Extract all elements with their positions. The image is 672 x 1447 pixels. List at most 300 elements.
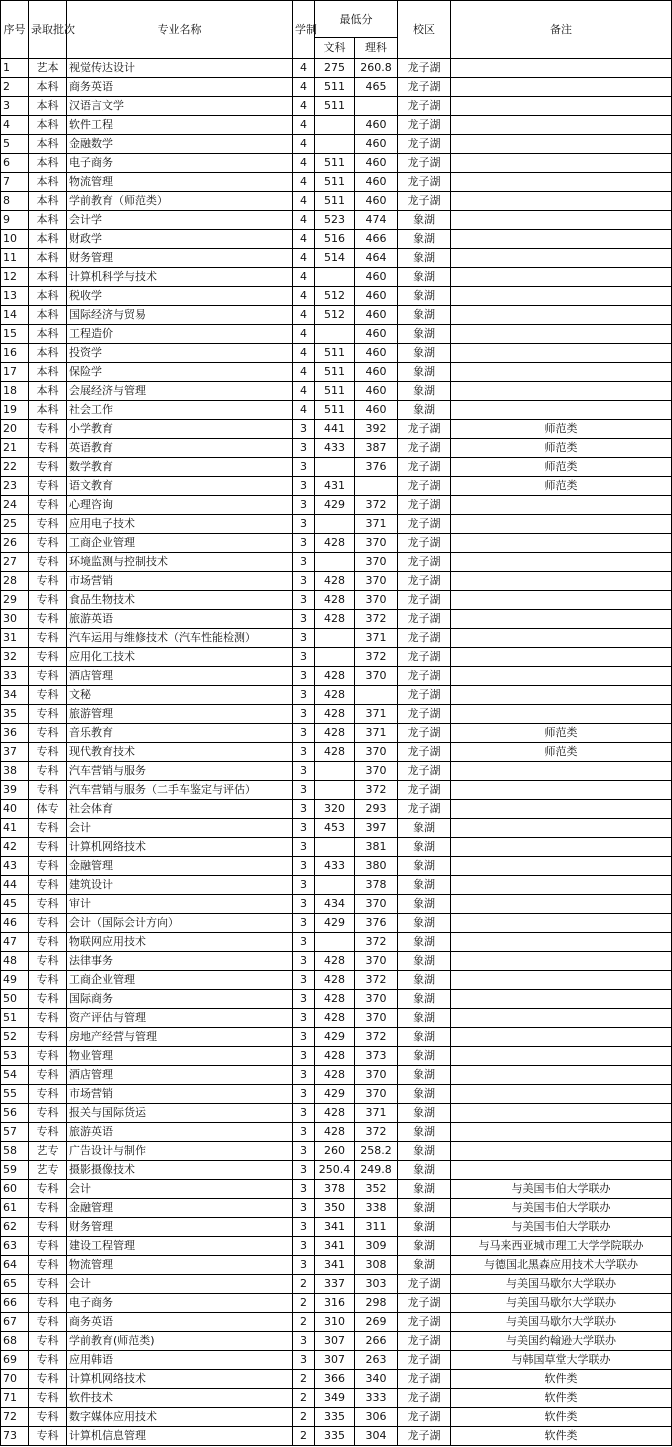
batch-cell: 专科 [29, 857, 67, 876]
table-row [1, 705, 672, 724]
science-score-cell: 372 [355, 648, 398, 667]
major-cell: 工程造价 [67, 325, 293, 344]
table-row [1, 648, 672, 667]
remark-cell [451, 306, 672, 325]
remark-cell: 与美国马歇尔大学联办 [451, 1275, 672, 1294]
table-row [1, 1256, 672, 1275]
years-cell: 2 [293, 1389, 315, 1408]
science-score-cell: 371 [355, 1104, 398, 1123]
campus-cell: 龙子湖 [398, 59, 451, 78]
table-header [1, 1, 672, 59]
table-row [1, 97, 672, 116]
batch-cell: 专科 [29, 667, 67, 686]
batch-cell: 本科 [29, 135, 67, 154]
campus-cell: 象湖 [398, 1237, 451, 1256]
arts-score-cell: 431 [315, 477, 355, 496]
seq-cell: 31 [1, 629, 29, 648]
table-row [1, 895, 672, 914]
remark-cell [451, 192, 672, 211]
table-row [1, 515, 672, 534]
science-score-cell: 371 [355, 724, 398, 743]
table-row [1, 800, 672, 819]
table-row [1, 971, 672, 990]
table-row [1, 990, 672, 1009]
major-cell: 电子商务 [67, 1294, 293, 1313]
remark-cell: 软件类 [451, 1389, 672, 1408]
seq-cell: 72 [1, 1408, 29, 1427]
campus-cell: 龙子湖 [398, 534, 451, 553]
years-cell: 3 [293, 952, 315, 971]
science-score-cell: 303 [355, 1275, 398, 1294]
campus-cell: 象湖 [398, 990, 451, 1009]
campus-cell: 龙子湖 [398, 515, 451, 534]
years-cell: 3 [293, 990, 315, 1009]
major-cell: 资产评估与管理 [67, 1009, 293, 1028]
header-remark: 备注 [451, 1, 672, 59]
remark-cell [451, 496, 672, 515]
years-cell: 3 [293, 1256, 315, 1275]
campus-cell: 象湖 [398, 306, 451, 325]
years-cell: 4 [293, 211, 315, 230]
remark-cell [451, 382, 672, 401]
years-cell: 3 [293, 591, 315, 610]
arts-score-cell: 429 [315, 496, 355, 515]
arts-score-cell: 378 [315, 1180, 355, 1199]
batch-cell: 专科 [29, 420, 67, 439]
remark-cell: 与美国马歇尔大学联办 [451, 1294, 672, 1313]
batch-cell: 专科 [29, 705, 67, 724]
remark-cell [451, 325, 672, 344]
remark-cell [451, 59, 672, 78]
batch-cell: 专科 [29, 1047, 67, 1066]
arts-score-cell [315, 876, 355, 895]
remark-cell [451, 97, 672, 116]
science-score-cell: 392 [355, 420, 398, 439]
arts-score-cell: 511 [315, 192, 355, 211]
batch-cell: 专科 [29, 1408, 67, 1427]
batch-cell: 本科 [29, 211, 67, 230]
science-score-cell: 460 [355, 382, 398, 401]
table-row [1, 667, 672, 686]
table-row [1, 135, 672, 154]
table-row [1, 1332, 672, 1351]
seq-cell: 37 [1, 743, 29, 762]
years-cell: 3 [293, 667, 315, 686]
remark-cell [451, 1085, 672, 1104]
years-cell: 3 [293, 1104, 315, 1123]
seq-cell: 26 [1, 534, 29, 553]
remark-cell [451, 515, 672, 534]
arts-score-cell: 428 [315, 971, 355, 990]
remark-cell [451, 648, 672, 667]
major-cell: 建筑设计 [67, 876, 293, 895]
major-cell: 心理咨询 [67, 496, 293, 515]
remark-cell: 与德国北黑森应用技术大学联办 [451, 1256, 672, 1275]
table-row [1, 572, 672, 591]
table-row [1, 1066, 672, 1085]
major-cell: 学前教育(师范类) [67, 1332, 293, 1351]
remark-cell [451, 154, 672, 173]
seq-cell: 5 [1, 135, 29, 154]
campus-cell: 象湖 [398, 1066, 451, 1085]
science-score-cell: 338 [355, 1199, 398, 1218]
years-cell: 3 [293, 1009, 315, 1028]
table-row [1, 952, 672, 971]
science-score-cell: 309 [355, 1237, 398, 1256]
batch-cell: 艺专 [29, 1161, 67, 1180]
table-row [1, 230, 672, 249]
science-score-cell: 397 [355, 819, 398, 838]
arts-score-cell: 523 [315, 211, 355, 230]
batch-cell: 专科 [29, 819, 67, 838]
years-cell: 2 [293, 1313, 315, 1332]
arts-score-cell [315, 553, 355, 572]
batch-cell: 专科 [29, 952, 67, 971]
science-score-cell: 460 [355, 173, 398, 192]
campus-cell: 象湖 [398, 895, 451, 914]
batch-cell: 专科 [29, 1180, 67, 1199]
batch-cell: 专科 [29, 610, 67, 629]
seq-cell: 53 [1, 1047, 29, 1066]
table-row [1, 1028, 672, 1047]
seq-cell: 51 [1, 1009, 29, 1028]
campus-cell: 龙子湖 [398, 97, 451, 116]
science-score-cell: 266 [355, 1332, 398, 1351]
arts-score-cell: 512 [315, 287, 355, 306]
table-row [1, 116, 672, 135]
years-cell: 3 [293, 933, 315, 952]
arts-score-cell [315, 116, 355, 135]
science-score-cell: 371 [355, 629, 398, 648]
arts-score-cell: 320 [315, 800, 355, 819]
remark-cell [451, 762, 672, 781]
campus-cell: 龙子湖 [398, 667, 451, 686]
batch-cell: 专科 [29, 1104, 67, 1123]
arts-score-cell: 428 [315, 1066, 355, 1085]
arts-score-cell [315, 762, 355, 781]
remark-cell: 与美国约翰逊大学联办 [451, 1332, 672, 1351]
major-cell: 学前教育（师范类） [67, 192, 293, 211]
table-row [1, 1275, 672, 1294]
table-row [1, 477, 672, 496]
arts-score-cell: 428 [315, 686, 355, 705]
science-score-cell: 370 [355, 743, 398, 762]
arts-score-cell: 428 [315, 952, 355, 971]
campus-cell: 象湖 [398, 1085, 451, 1104]
science-score-cell: 370 [355, 572, 398, 591]
arts-score-cell: 511 [315, 363, 355, 382]
arts-score-cell: 428 [315, 1009, 355, 1028]
arts-score-cell: 428 [315, 534, 355, 553]
batch-cell: 本科 [29, 154, 67, 173]
batch-cell: 本科 [29, 287, 67, 306]
years-cell: 4 [293, 287, 315, 306]
years-cell: 3 [293, 781, 315, 800]
campus-cell: 龙子湖 [398, 1389, 451, 1408]
major-cell: 社会工作 [67, 401, 293, 420]
seq-cell: 54 [1, 1066, 29, 1085]
seq-cell: 66 [1, 1294, 29, 1313]
remark-cell [451, 667, 672, 686]
major-cell: 会展经济与管理 [67, 382, 293, 401]
arts-score-cell [315, 515, 355, 534]
seq-cell: 15 [1, 325, 29, 344]
campus-cell: 龙子湖 [398, 1351, 451, 1370]
table-row [1, 1161, 672, 1180]
table-row [1, 287, 672, 306]
years-cell: 2 [293, 1275, 315, 1294]
major-cell: 物联网应用技术 [67, 933, 293, 952]
table-row [1, 306, 672, 325]
campus-cell: 龙子湖 [398, 610, 451, 629]
seq-cell: 60 [1, 1180, 29, 1199]
years-cell: 2 [293, 1408, 315, 1427]
campus-cell: 象湖 [398, 838, 451, 857]
batch-cell: 专科 [29, 515, 67, 534]
science-score-cell: 460 [355, 306, 398, 325]
campus-cell: 象湖 [398, 1028, 451, 1047]
remark-cell [451, 78, 672, 97]
campus-cell: 龙子湖 [398, 591, 451, 610]
arts-score-cell: 429 [315, 1085, 355, 1104]
major-cell: 房地产经营与管理 [67, 1028, 293, 1047]
arts-score-cell: 512 [315, 306, 355, 325]
years-cell: 4 [293, 230, 315, 249]
arts-score-cell: 428 [315, 724, 355, 743]
arts-score-cell: 307 [315, 1332, 355, 1351]
science-score-cell: 269 [355, 1313, 398, 1332]
header-min-score: 最低分 [315, 1, 398, 38]
seq-cell: 70 [1, 1370, 29, 1389]
remark-cell [451, 990, 672, 1009]
arts-score-cell: 514 [315, 249, 355, 268]
major-cell: 应用韩语 [67, 1351, 293, 1370]
years-cell: 3 [293, 1066, 315, 1085]
remark-cell [451, 819, 672, 838]
seq-cell: 61 [1, 1199, 29, 1218]
remark-cell [451, 1066, 672, 1085]
major-cell: 国际商务 [67, 990, 293, 1009]
batch-cell: 专科 [29, 781, 67, 800]
campus-cell: 象湖 [398, 344, 451, 363]
major-cell: 财政学 [67, 230, 293, 249]
major-cell: 数字媒体应用技术 [67, 1408, 293, 1427]
seq-cell: 33 [1, 667, 29, 686]
seq-cell: 25 [1, 515, 29, 534]
seq-cell: 44 [1, 876, 29, 895]
campus-cell: 龙子湖 [398, 781, 451, 800]
campus-cell: 象湖 [398, 1218, 451, 1237]
years-cell: 3 [293, 1161, 315, 1180]
seq-cell: 3 [1, 97, 29, 116]
table-row [1, 268, 672, 287]
batch-cell: 专科 [29, 477, 67, 496]
arts-score-cell: 433 [315, 857, 355, 876]
seq-cell: 21 [1, 439, 29, 458]
years-cell: 4 [293, 401, 315, 420]
remark-cell [451, 876, 672, 895]
science-score-cell: 372 [355, 496, 398, 515]
seq-cell: 67 [1, 1313, 29, 1332]
remark-cell [451, 1104, 672, 1123]
remark-cell [451, 914, 672, 933]
campus-cell: 龙子湖 [398, 800, 451, 819]
years-cell: 3 [293, 458, 315, 477]
batch-cell: 专科 [29, 572, 67, 591]
seq-cell: 23 [1, 477, 29, 496]
campus-cell: 龙子湖 [398, 762, 451, 781]
years-cell: 3 [293, 686, 315, 705]
batch-cell: 专科 [29, 1218, 67, 1237]
batch-cell: 专科 [29, 914, 67, 933]
major-cell: 物流管理 [67, 1256, 293, 1275]
remark-cell [451, 1161, 672, 1180]
major-cell: 英语教育 [67, 439, 293, 458]
table-row [1, 1123, 672, 1142]
remark-cell [451, 268, 672, 287]
science-score-cell: 460 [355, 268, 398, 287]
batch-cell: 专科 [29, 629, 67, 648]
batch-cell: 专科 [29, 591, 67, 610]
years-cell: 3 [293, 857, 315, 876]
science-score-cell [355, 477, 398, 496]
years-cell: 3 [293, 420, 315, 439]
header-arts: 文科 [315, 38, 355, 59]
arts-score-cell [315, 268, 355, 287]
major-cell: 食品生物技术 [67, 591, 293, 610]
science-score-cell: 372 [355, 1028, 398, 1047]
remark-cell [451, 116, 672, 135]
major-cell: 汽车营销与服务（二手车鉴定与评估） [67, 781, 293, 800]
batch-cell: 专科 [29, 648, 67, 667]
table-row [1, 325, 672, 344]
years-cell: 4 [293, 306, 315, 325]
seq-cell: 58 [1, 1142, 29, 1161]
science-score-cell: 465 [355, 78, 398, 97]
campus-cell: 象湖 [398, 363, 451, 382]
seq-cell: 9 [1, 211, 29, 230]
batch-cell: 专科 [29, 1332, 67, 1351]
table-row [1, 857, 672, 876]
table-row [1, 344, 672, 363]
batch-cell: 专科 [29, 990, 67, 1009]
arts-score-cell: 441 [315, 420, 355, 439]
major-cell: 酒店管理 [67, 1066, 293, 1085]
campus-cell: 龙子湖 [398, 477, 451, 496]
years-cell: 3 [293, 1237, 315, 1256]
science-score-cell: 249.8 [355, 1161, 398, 1180]
arts-score-cell: 511 [315, 344, 355, 363]
campus-cell: 龙子湖 [398, 1427, 451, 1446]
remark-cell: 师范类 [451, 439, 672, 458]
campus-cell: 龙子湖 [398, 1275, 451, 1294]
campus-cell: 象湖 [398, 382, 451, 401]
major-cell: 金融管理 [67, 1199, 293, 1218]
seq-cell: 57 [1, 1123, 29, 1142]
campus-cell: 象湖 [398, 1256, 451, 1275]
science-score-cell: 376 [355, 914, 398, 933]
batch-cell: 专科 [29, 1237, 67, 1256]
years-cell: 3 [293, 1218, 315, 1237]
seq-cell: 38 [1, 762, 29, 781]
science-score-cell: 260.8 [355, 59, 398, 78]
remark-cell [451, 534, 672, 553]
batch-cell: 本科 [29, 363, 67, 382]
campus-cell: 龙子湖 [398, 1294, 451, 1313]
batch-cell: 本科 [29, 306, 67, 325]
remark-cell [451, 211, 672, 230]
remark-cell [451, 135, 672, 154]
science-score-cell: 460 [355, 116, 398, 135]
years-cell: 2 [293, 1427, 315, 1446]
table-row [1, 914, 672, 933]
arts-score-cell: 428 [315, 705, 355, 724]
major-cell: 保险学 [67, 363, 293, 382]
major-cell: 旅游英语 [67, 610, 293, 629]
remark-cell: 与韩国草堂大学联办 [451, 1351, 672, 1370]
seq-cell: 63 [1, 1237, 29, 1256]
science-score-cell: 371 [355, 515, 398, 534]
major-cell: 金融数学 [67, 135, 293, 154]
remark-cell [451, 1047, 672, 1066]
table-row [1, 1199, 672, 1218]
remark-cell [451, 781, 672, 800]
science-score-cell: 460 [355, 363, 398, 382]
remark-cell [451, 857, 672, 876]
batch-cell: 专科 [29, 1351, 67, 1370]
campus-cell: 象湖 [398, 1009, 451, 1028]
campus-cell: 龙子湖 [398, 705, 451, 724]
batch-cell: 本科 [29, 78, 67, 97]
science-score-cell: 371 [355, 705, 398, 724]
arts-score-cell [315, 933, 355, 952]
science-score-cell: 304 [355, 1427, 398, 1446]
seq-cell: 27 [1, 553, 29, 572]
seq-cell: 48 [1, 952, 29, 971]
arts-score-cell [315, 838, 355, 857]
table-row [1, 610, 672, 629]
remark-cell: 师范类 [451, 420, 672, 439]
years-cell: 4 [293, 249, 315, 268]
years-cell: 3 [293, 1047, 315, 1066]
seq-cell: 28 [1, 572, 29, 591]
arts-score-cell: 511 [315, 78, 355, 97]
seq-cell: 73 [1, 1427, 29, 1446]
major-cell: 会计 [67, 1275, 293, 1294]
table-row [1, 743, 672, 762]
campus-cell: 龙子湖 [398, 1370, 451, 1389]
major-cell: 汉语言文学 [67, 97, 293, 116]
seq-cell: 12 [1, 268, 29, 287]
campus-cell: 象湖 [398, 249, 451, 268]
seq-cell: 30 [1, 610, 29, 629]
major-cell: 审计 [67, 895, 293, 914]
seq-cell: 18 [1, 382, 29, 401]
campus-cell: 象湖 [398, 1104, 451, 1123]
years-cell: 3 [293, 1180, 315, 1199]
table-row [1, 173, 672, 192]
major-cell: 工商企业管理 [67, 971, 293, 990]
remark-cell: 与美国韦伯大学联办 [451, 1199, 672, 1218]
campus-cell: 龙子湖 [398, 116, 451, 135]
major-cell: 社会体育 [67, 800, 293, 819]
batch-cell: 本科 [29, 173, 67, 192]
seq-cell: 17 [1, 363, 29, 382]
remark-cell [451, 933, 672, 952]
remark-cell [451, 173, 672, 192]
seq-cell: 56 [1, 1104, 29, 1123]
years-cell: 4 [293, 344, 315, 363]
